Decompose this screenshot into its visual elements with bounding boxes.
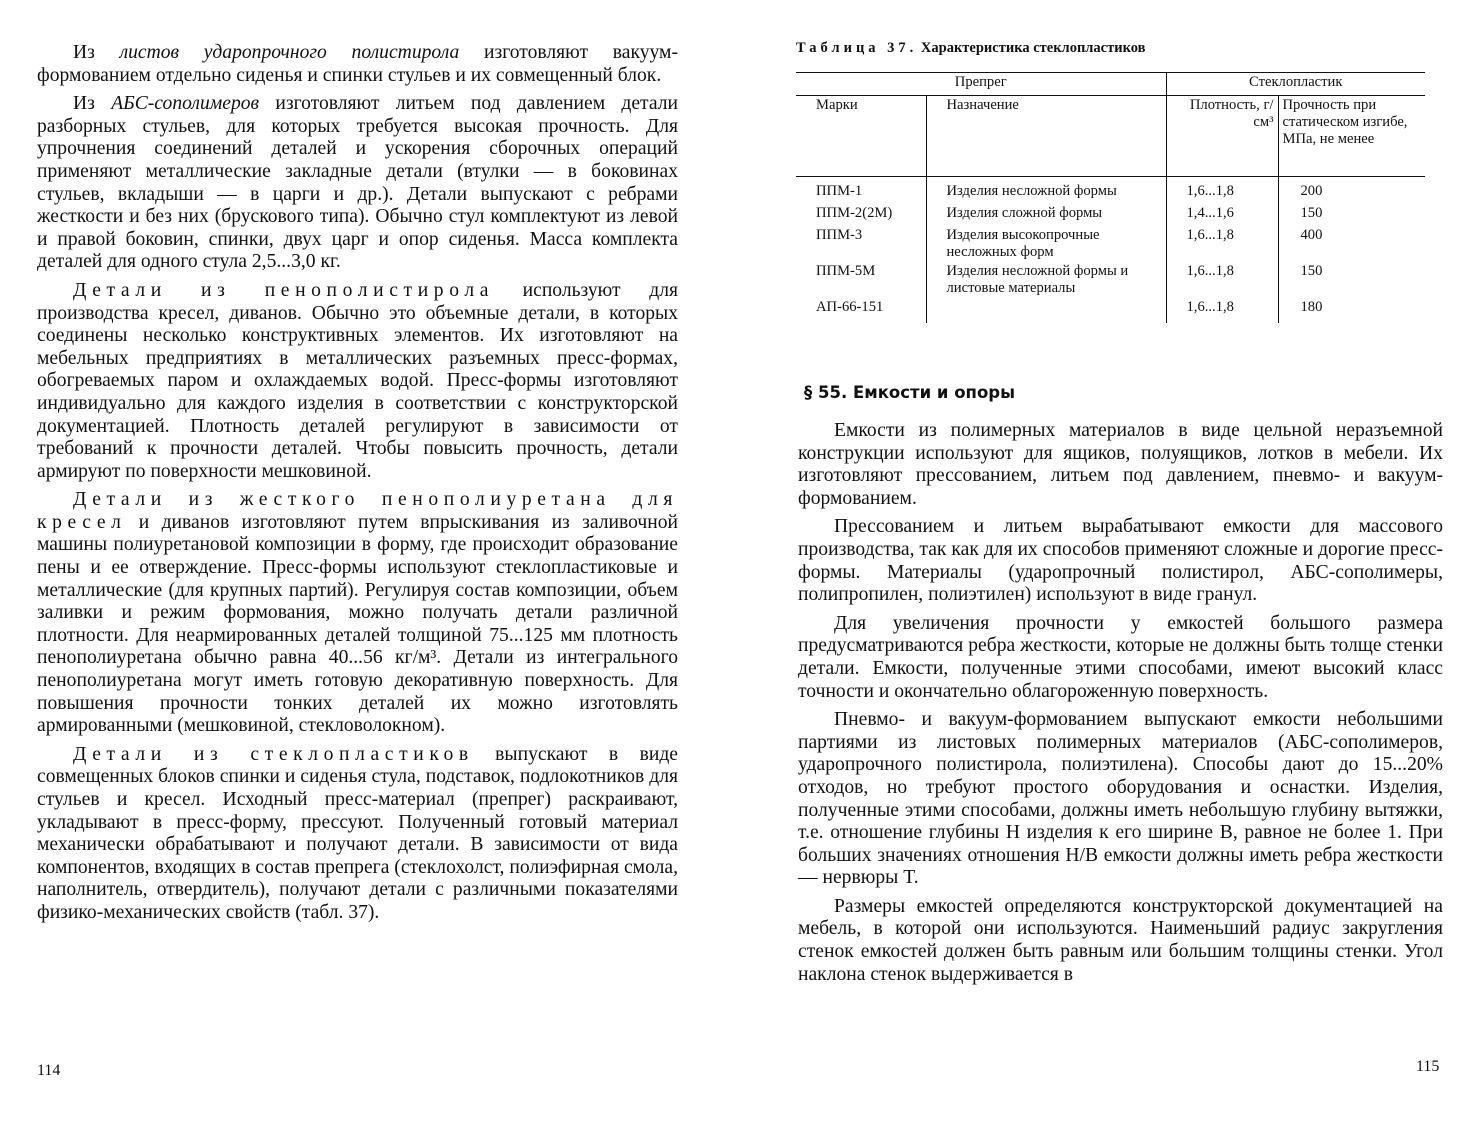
column-header: Плотность, г/см³ xyxy=(1166,96,1278,177)
left-page xyxy=(0,0,740,1126)
table-row: ППМ-2(2М) Изделия сложной формы 1,4...1,6 150 xyxy=(796,204,1425,226)
left-text-column xyxy=(37,42,678,931)
table-caption xyxy=(796,40,1145,57)
column-header: Назначение xyxy=(926,96,1166,177)
emphasis-term: АБС-сополимеров xyxy=(111,93,260,115)
paragraph: Детали из пенополистирола используют для производства кресел, диванов. Обычно это объемные детали, в которых соединены несколько конструктивных элементов. Их изготовляют на мебельных предприятиях в металлических разъемных пресс-формах, обогреваемых паром и охлаждаемых водой. Пресс-формы изготовляют индивидуально для каждого изделия в соответствии с конструкторской документацией. Плотность деталей регулируют в зависимости от требований к прочности деталей. Чтобы повысить прочность, детали армируют по поверхности мешковиной. xyxy=(37,279,678,482)
paragraph: Пневмо- и вакуум-формованием выпускают емкости небольшими партиями из листовых полимерных материалов (АБС-сополимеров, ударопрочного полистирола, полиэтилена). Способы дают до 15...20% отходов, но требуют простого оборудования и оснастки. Изделия, полученные этими способами, должны иметь небольшую глубину вытяжки, т.е. отношение глубины H изделия к его ширине B, равное не более 1. При больших значениях отношения H/B емкости должны иметь ребра жесткости — нервюры T. xyxy=(798,709,1443,889)
table-caption-label: Таблица 37. xyxy=(796,40,918,56)
paragraph: Прессованием и литьем вырабатывают емкости для массового производства, так как для их способов применяют сложные и дорогие пресс-формы. Материалы (ударопрочный полистирол, АБС-сополимеры, полипропилен, полиэтилен) используют в виде гранул. xyxy=(798,516,1443,606)
characteristics-table xyxy=(796,72,1425,323)
group-header: Препрег xyxy=(796,73,1166,96)
column-header: Марки xyxy=(796,96,926,177)
paragraph: Для увеличения прочности у емкостей большого размера предусматриваются ребра жесткости, которые не должны быть толще стенки детали. Емкости, полученные этими способами, имеют высокий класс точности и окончательно облагороженную поверхность. xyxy=(798,612,1443,702)
paragraph: Детали из стеклопластиков выпускают в виде совмещенных блоков спинки и сиденья стула, подставок, подлокотников для стульев и кресел. Исходный пресс-материал (препрег) раскраивают, укладывают в пресс-форму, прессуют. Полученный готовый материал механически обрабатывают и получают детали. В зависимости от вида компонентов, входящих в состав препрега (стеклохолст, полиэфирная смола, наполнитель, отвердитель), получают детали с различными показателями физико-механических свойств (табл. 37). xyxy=(37,743,679,923)
table-caption-title: Характеристика стеклопластиков xyxy=(920,40,1146,56)
paragraph: Емкости из полимерных материалов в виде цельной неразъемной конструкции используют для ящиков, полуящиков, лотков в мебели. Их изготовляют прессованием, литьем под давлением, пневмо- и вакуум-формованием. xyxy=(798,420,1443,509)
table-row: ППМ-3 Изделия высокопрочные несложных форм 1,6...1,8 400 xyxy=(796,226,1425,262)
table-row: ППМ-5М Изделия несложной формы и листовые материалы 1,6...1,8 150 xyxy=(796,262,1425,298)
page-number: 115 xyxy=(1416,1058,1440,1075)
emphasis-term: листов ударопрочного полистирола xyxy=(119,42,460,63)
group-header: Стеклопластик xyxy=(1166,73,1425,96)
spaced-term: Детали из пенополистирола xyxy=(73,279,495,301)
table-row: АП-66-151 1,6...1,8 180 xyxy=(796,298,1425,323)
spaced-term: Детали из жесткого пенополиуретана для кресел xyxy=(37,489,678,533)
paragraph: Из листов ударопрочного полистирола изготовляют вакуум-формованием отдельно сиденья и спинки стульев и их совмещенный блок. xyxy=(37,42,678,86)
section-heading: § 55. Емкости и опоры xyxy=(804,383,1016,402)
column-header: Прочность при статическом изгибе, МПа, не менее xyxy=(1278,96,1425,177)
page-number: 114 xyxy=(37,1062,61,1079)
table-row: ППМ-1 Изделия несложной формы 1,6...1,8 200 xyxy=(796,177,1425,205)
paragraph: Размеры емкостей определяются конструкторской документацией на мебель, в которой они используются. Наименьший радиус закругления стенок емкостей должен быть равным или большим толщины стенки. Угол наклона стенок выдерживается в xyxy=(798,895,1443,985)
spaced-term: Детали из стеклопластиков xyxy=(73,743,474,765)
right-text-column xyxy=(798,420,1443,992)
paragraph: Из АБС-сополимеров изготовляют литьем под давлением детали разборных стульев, для которых требуется высокая прочность. Для упрочнения соединений деталей и ускорения сборочных операций применяют металлические закладные детали (втулки — в боковинах стульев, вкладыши — в царги и др.). Детали выпускают с ребрами жесткости и без них (брускового типа). Обычно стул комплектуют из левой и правой боковин, спинки, двух царг и опор сиденья. Масса комплекта деталей для одного стула 2,5...3,0 кг. xyxy=(37,93,678,273)
paragraph: Детали из жесткого пенополиуретана для кресел и диванов изготовляют путем впрыскивания из заливочной машины полиуретановой композиции в форму, где происходит образование пены и ее отверждение. Пресс-формы используют стеклопластиковые и металлические (для крупных партий). Регулируя состав композиции, объем заливки и режим формования, можно получать детали различной плотности. Для неармированных деталей толщиной 75...125 мм плотность пенополиуретана обычно равна 40...56 кг/м³. Детали из интегрального пенополиуретана могут иметь готовую декоративную поверхность. Для повышения прочности тонких деталей их можно изготовлять армированными (мешковиной, стекловолокном). xyxy=(37,489,678,737)
